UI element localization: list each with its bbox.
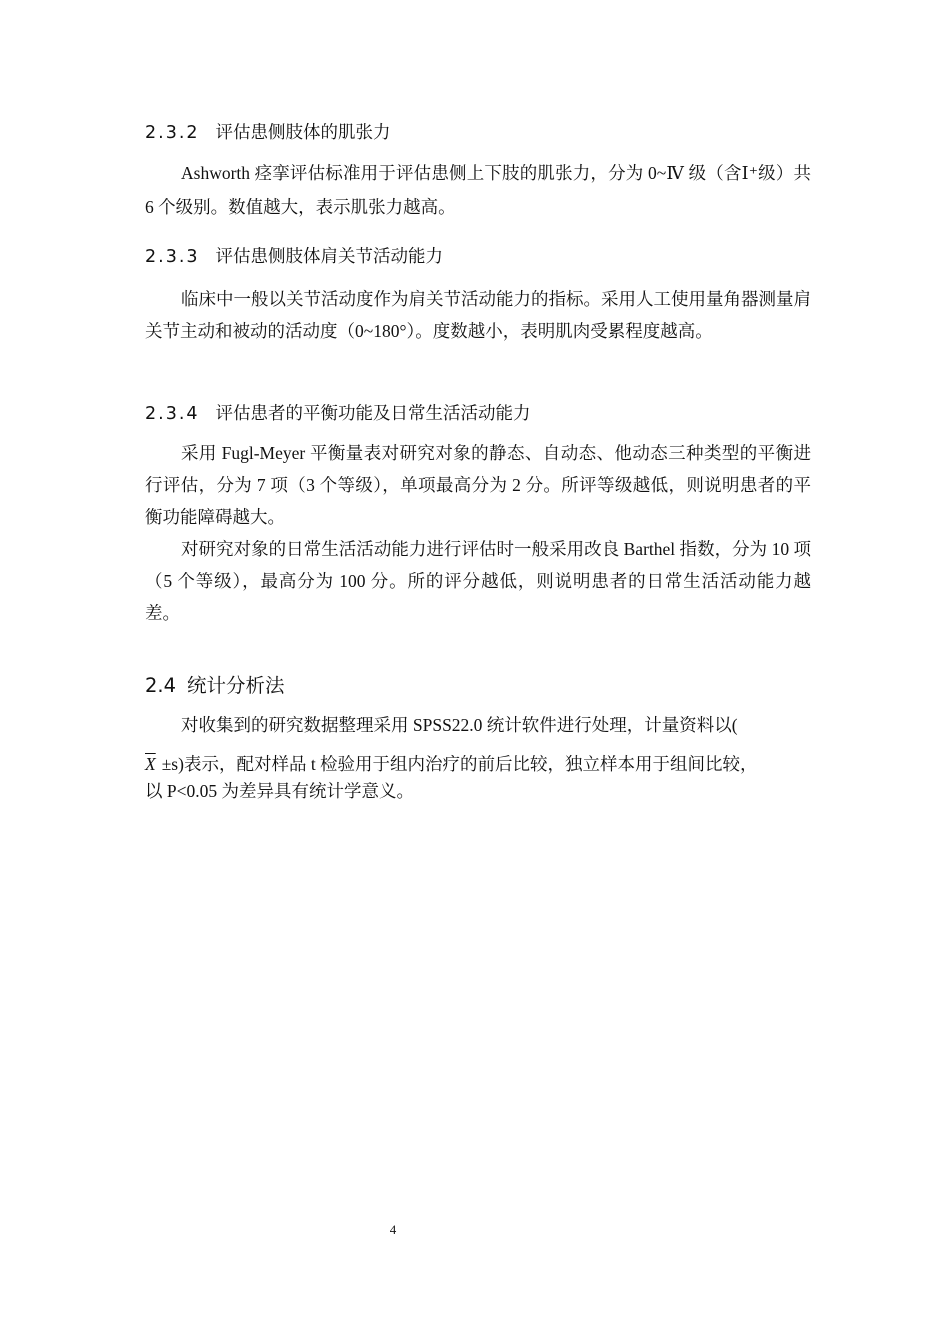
formula-text: ±s)表示，配对样品 t 检验用于组内治疗的前后比较，独立样本用于组间比较， [161,754,758,774]
paragraph-line-with-formula [145,751,825,776]
section-heading-2-4 [145,673,285,699]
paragraph-line: 对收集到的研究数据整理采用 SPSS22.0 统计软件进行处理，计量资料以( [181,715,738,735]
section-heading-2-3-4 [145,402,531,426]
section-number: 2.4 [145,674,177,697]
paragraph: 采用 Fugl-Meyer 平衡量表对研究对象的静态、自动态、他动态三种类型的平衡进行评估，分为 7 项（3 个等级），单项最高分为 2 分。所评等级越低，则说明患者的平衡功能障碍越大。 [145,443,811,527]
section-number: 2.3.3 [145,247,200,267]
section-title: 评估患侧肢体的肌张力 [215,123,391,143]
paragraph: Ashworth 痉挛评估标准用于评估患侧上下肢的肌张力，分为 0~Ⅳ 级（含Ⅰ⁺级）共 6 个级别。数值越大，表示肌张力越高。 [145,163,811,217]
section-heading-2-3-2 [145,121,391,145]
mean-symbol: $\overline{X}$ [145,754,156,774]
page-number: 4 [389,1222,397,1237]
section-number: 2.3.4 [145,404,200,424]
paragraph: 临床中一般以关节活动度作为肩关节活动能力的指标。采用人工使用量角器测量肩关节主动和被动的活动度（0~180°）。度数越小，表明肌肉受累程度越高。 [145,289,811,341]
section-title: 评估患者的平衡功能及日常生活活动能力 [215,404,531,424]
section-title: 统计分析法 [187,674,285,697]
paragraph: 对研究对象的日常生活活动能力进行评估时一般采用改良 Barthel 指数，分为 10 项（5 个等级），最高分为 100 分。所的评分越低，则说明患者的日常生活活动能力越差。 [145,539,811,623]
paragraph-line: 以 P<0.05 为差异具有统计学意义。 [145,781,414,801]
section-heading-2-3-3 [145,245,443,269]
section-number: 2.3.2 [145,123,200,143]
section-title: 评估患侧肢体肩关节活动能力 [215,247,444,267]
